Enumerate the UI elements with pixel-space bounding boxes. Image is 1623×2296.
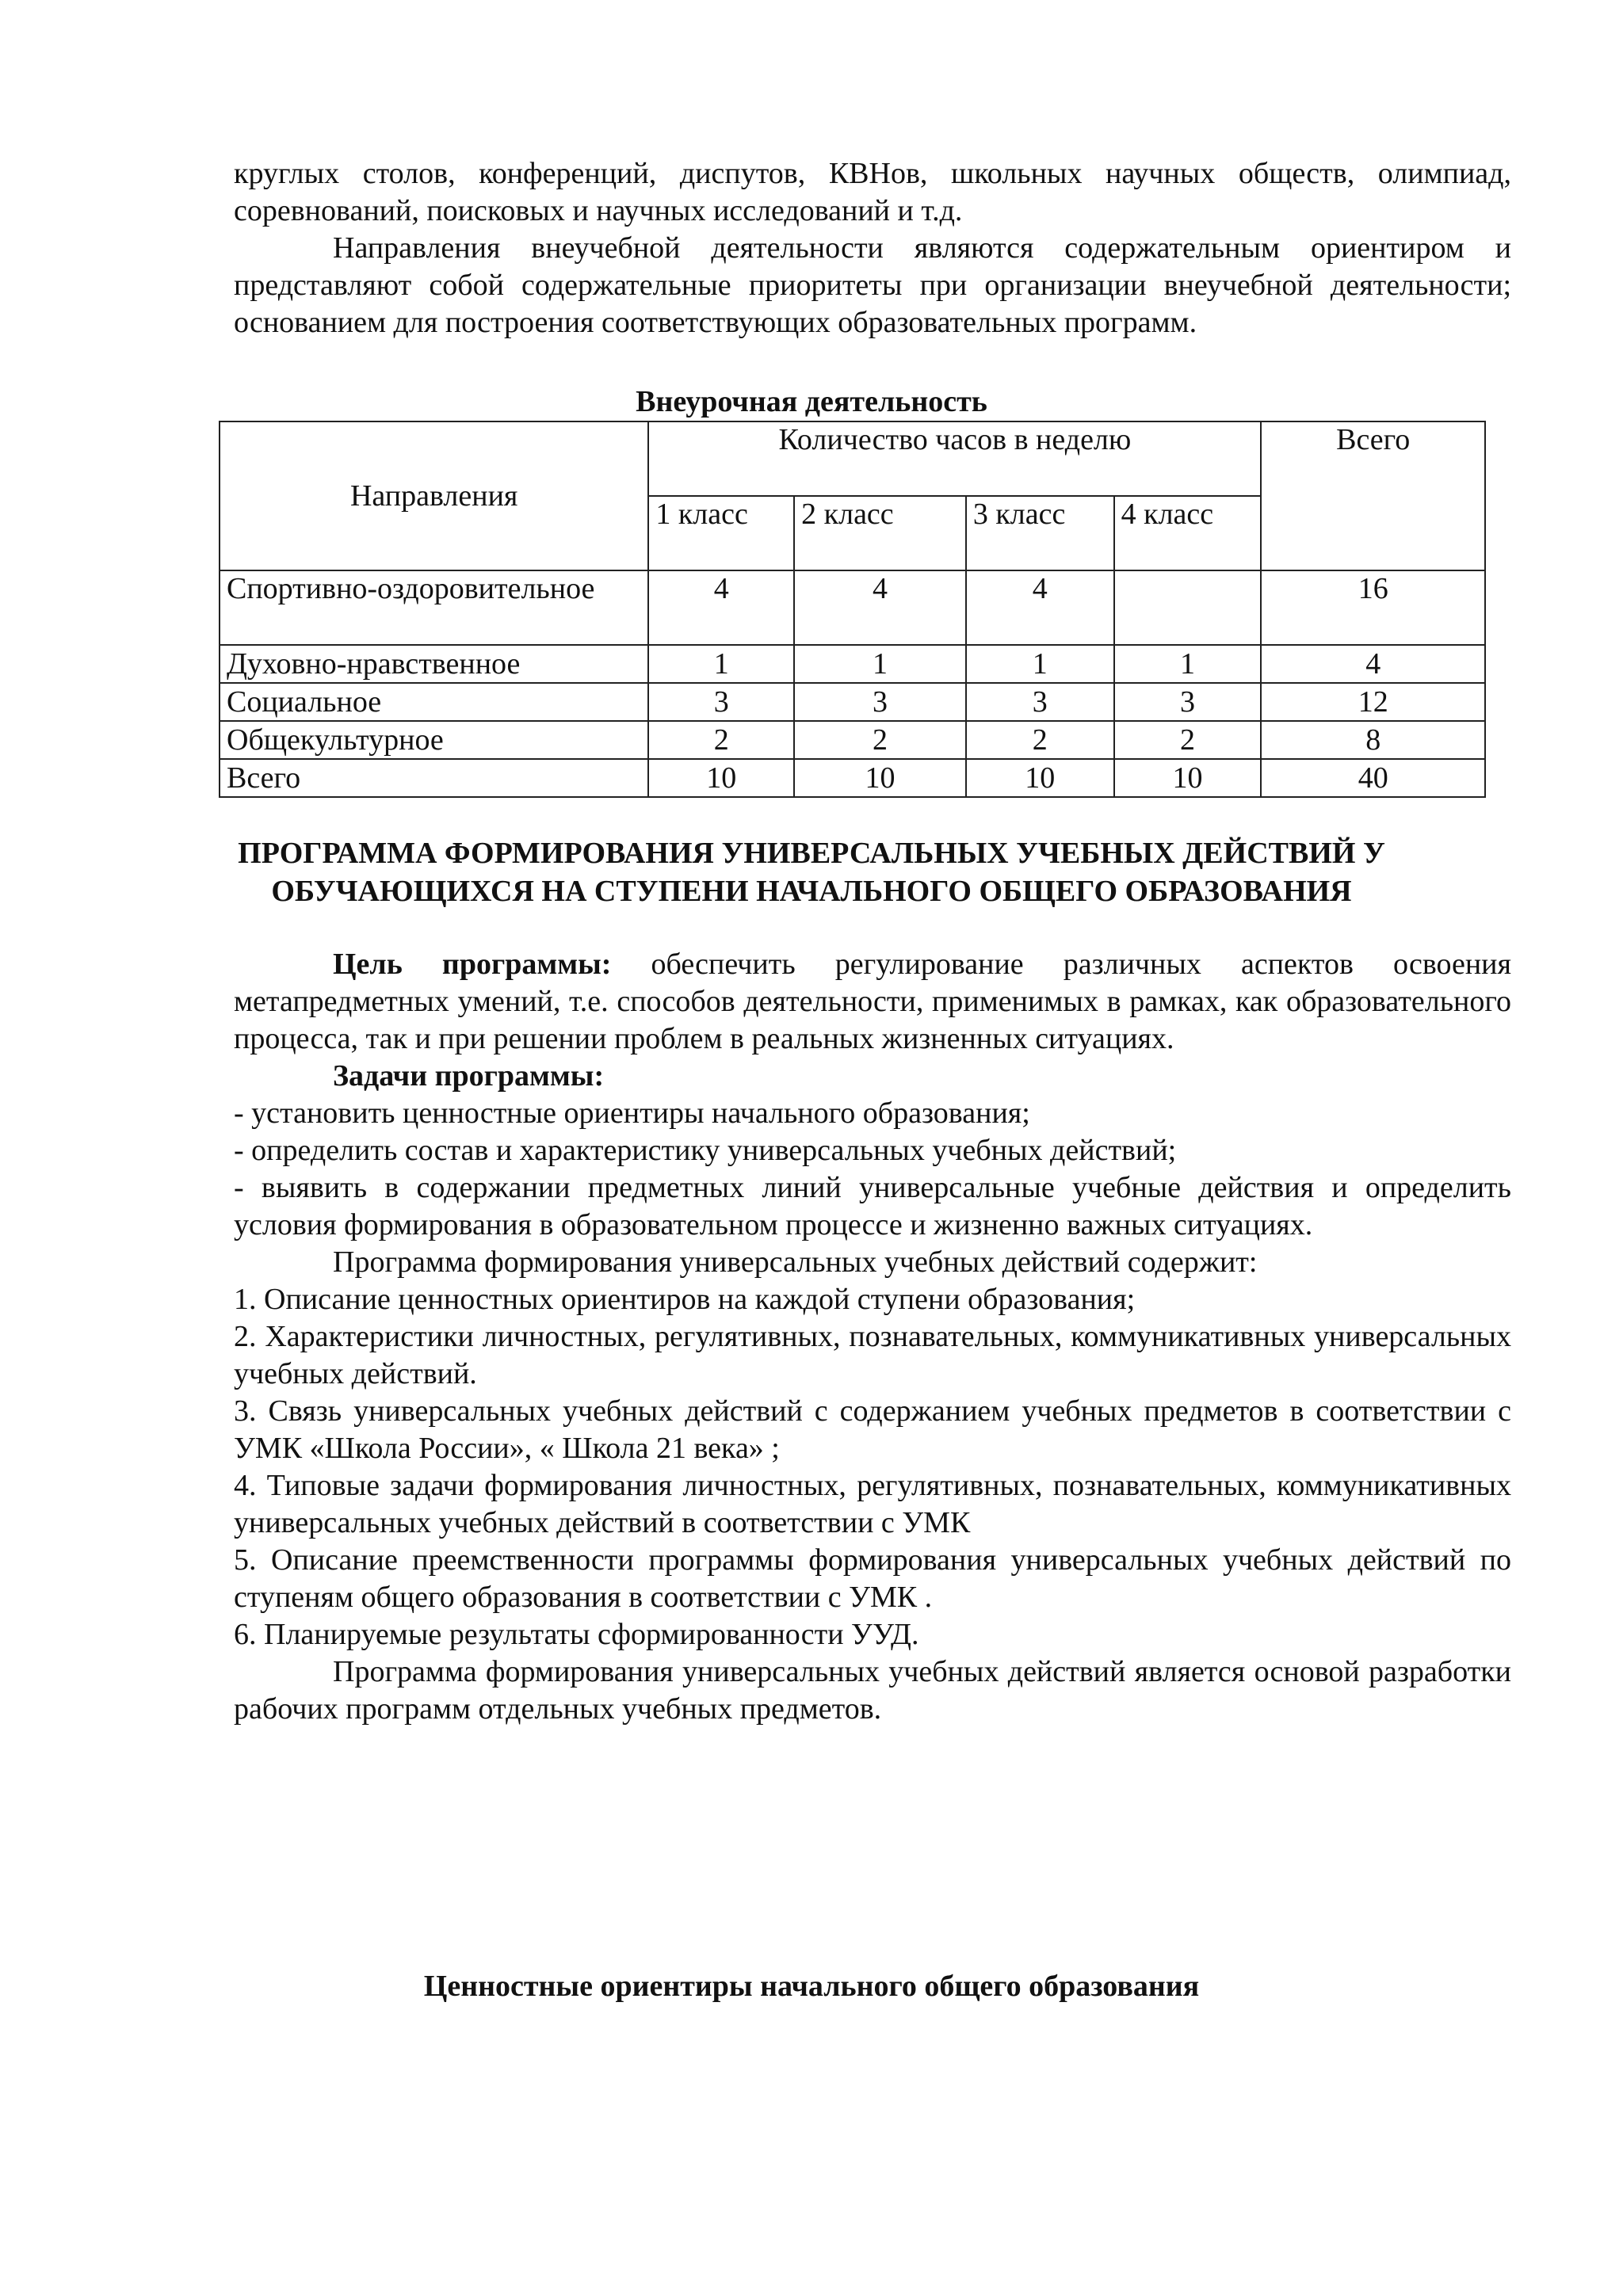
row-class-2: 1 xyxy=(794,645,966,683)
row-class-3: 1 xyxy=(966,645,1114,683)
row-class-4: 10 xyxy=(1114,759,1262,797)
task-item: - установить ценностные ориентиры начального образования; xyxy=(234,1097,1030,1130)
row-class-3: 4 xyxy=(966,570,1114,645)
row-direction: Спортивно-оздоровительное xyxy=(220,570,648,645)
row-class-3: 3 xyxy=(966,683,1114,721)
row-class-1: 3 xyxy=(648,683,794,721)
intro-paragraph-1: круглых столов, конференций, диспутов, КВНов, школьных научных обществ, олимпиад, соревнований, поисковых и научных исследований и т.д. xyxy=(234,157,1511,227)
row-direction: Общекультурное xyxy=(220,721,648,759)
task-item: - выявить в содержании предметных линий универсальные учебные действия и определить условия формирования в образовательном процессе и жизненно важных ситуациях. xyxy=(234,1171,1511,1241)
goal-text: обеспечить регулирование различных аспектов освоения метапредметных умений, т.е. способов деятельности, применимых в рамках, как образовательного процесса, так и при решении проблем в реальных жизненных ситуациях. xyxy=(234,948,1511,1055)
content-item: 5. Описание преемственности программы формирования универсальных учебных действий по ступеням общего образования в соответствии с УМК . xyxy=(234,1543,1511,1614)
row-total: 4 xyxy=(1261,645,1485,683)
activity-hours-table xyxy=(219,421,1486,798)
content-item: 6. Планируемые результаты сформированности УУД. xyxy=(234,1618,919,1651)
table-row xyxy=(220,570,1485,645)
row-class-2: 2 xyxy=(794,721,966,759)
content-item: 2. Характеристики личностных, регулятивных, познавательных, коммуникативных универсальных учебных действий. xyxy=(234,1320,1511,1390)
row-total: 40 xyxy=(1261,759,1485,797)
header-directions: Направления xyxy=(220,421,648,570)
row-total: 16 xyxy=(1261,570,1485,645)
header-class-1: 1 класс xyxy=(648,496,794,570)
tasks-heading xyxy=(234,1058,1511,1095)
row-direction: Социальное xyxy=(220,683,648,721)
closing-paragraph: Программа формирования универсальных учебных действий является основой разработки рабочих программ отдельных учебных предметов. xyxy=(234,1655,1511,1726)
table-row xyxy=(220,721,1485,759)
program-title xyxy=(0,834,1623,910)
header-total: Всего xyxy=(1261,421,1485,570)
row-class-4 xyxy=(1114,570,1262,645)
header-class-4: 4 класс xyxy=(1114,496,1262,570)
row-class-3: 10 xyxy=(966,759,1114,797)
row-class-1: 10 xyxy=(648,759,794,797)
row-class-4: 2 xyxy=(1114,721,1262,759)
header-class-2: 2 класс xyxy=(794,496,966,570)
program-title-line-2: ОБУЧАЮЩИХСЯ НА СТУПЕНИ НАЧАЛЬНОГО ОБЩЕГО ОБРАЗОВАНИЯ xyxy=(271,875,1352,908)
header-class-3: 3 класс xyxy=(966,496,1114,570)
row-direction: Духовно-нравственное xyxy=(220,645,648,683)
content-item: 4. Типовые задачи формирования личностных, регулятивных, познавательных, коммуникативных универсальных учебных действий в соответствии с УМК xyxy=(234,1469,1511,1539)
table-caption: Внеурочная деятельность xyxy=(636,385,987,418)
row-class-4: 1 xyxy=(1114,645,1262,683)
content-item: 3. Связь универсальных учебных действий с содержанием учебных предметов в соответствии с УМК «Школа России», « Школа 21 века» ; xyxy=(234,1394,1511,1465)
row-class-1: 2 xyxy=(648,721,794,759)
values-heading: Ценностные ориентиры начального общего образования xyxy=(423,1970,1200,2003)
row-class-2: 10 xyxy=(794,759,966,797)
row-total: 12 xyxy=(1261,683,1485,721)
row-class-3: 2 xyxy=(966,721,1114,759)
tasks-label: Задачи программы: xyxy=(333,1059,605,1093)
row-class-1: 1 xyxy=(648,645,794,683)
intro-paragraph-2: Направления внеучебной деятельности являются содержательным ориентиром и представляют собой содержательные приоритеты при организации внеучебной деятельности; основанием для построения соответствующих образовательных программ. xyxy=(234,231,1511,339)
intro-block xyxy=(234,155,1511,341)
row-class-4: 3 xyxy=(1114,683,1262,721)
goal-paragraph xyxy=(234,946,1511,1058)
table-row xyxy=(220,683,1485,721)
row-total: 8 xyxy=(1261,721,1485,759)
header-hours-per-week: Количество часов в неделю xyxy=(648,421,1261,496)
row-class-1: 4 xyxy=(648,570,794,645)
program-body xyxy=(234,946,1511,1728)
goal-label: Цель программы: xyxy=(333,948,612,981)
program-title-line-1: ПРОГРАММА ФОРМИРОВАНИЯ УНИВЕРСАЛЬНЫХ УЧЕБНЫХ ДЕЙСТВИЙ У xyxy=(238,837,1385,870)
row-direction: Всего xyxy=(220,759,648,797)
row-class-2: 3 xyxy=(794,683,966,721)
task-item: - определить состав и характеристику универсальных учебных действий; xyxy=(234,1134,1177,1167)
table-row xyxy=(220,645,1485,683)
table-row-total xyxy=(220,759,1485,797)
row-class-2: 4 xyxy=(794,570,966,645)
content-item: 1. Описание ценностных ориентиров на каждой ступени образования; xyxy=(234,1283,1136,1316)
contains-intro: Программа формирования универсальных учебных действий содержит: xyxy=(333,1245,1258,1279)
